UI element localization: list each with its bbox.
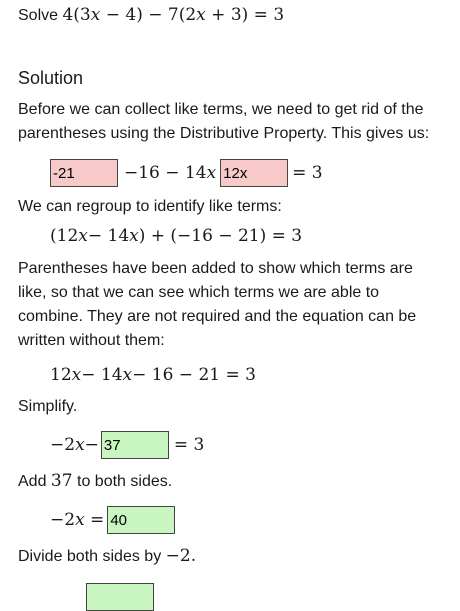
regroup-equation: (12 x − 14 x ) + (−16 − 21) = 3 <box>50 226 303 246</box>
solution-heading: Solution <box>18 68 84 88</box>
solution-page <box>0 3 460 569</box>
simplify-text: Simplify. <box>18 398 78 415</box>
add-instruction: Add 37 to both sides. <box>18 471 173 491</box>
plain-equation: 12 x − 14 x − 16 − 21 = 3 <box>50 365 256 385</box>
intro-text: Before we can collect like terms, we need to get rid of the parentheses using the Distributive Property. This gives us: <box>18 101 430 142</box>
step1-answer-input-2[interactable] <box>220 159 288 187</box>
step2-rhs: = 3 <box>173 435 205 455</box>
problem-prefix: Solve <box>18 7 59 24</box>
problem-equation: 4(3x − 4) − 7(2x + 3) = 3 <box>62 5 285 25</box>
step1-equation <box>18 155 442 191</box>
step3-lhs: −2x = <box>50 510 105 530</box>
parentheses-explanation: Parentheses have been added to show which terms are like, so that we can see which terms we are able to combine. They are not required and the equation can be written without them: <box>18 260 417 349</box>
regroup-text: We can regroup to identify like terms: <box>18 198 282 215</box>
step1-answer-input-1[interactable] <box>50 159 118 187</box>
problem-statement <box>18 3 442 28</box>
step4-answer-input[interactable] <box>86 583 154 611</box>
step2-answer-input[interactable] <box>101 431 169 459</box>
step3-equation <box>18 502 442 538</box>
step2-lhs: −2x− <box>50 435 99 455</box>
step2-equation <box>18 427 442 463</box>
step3-answer-input[interactable] <box>107 506 175 534</box>
divide-instruction: Divide both sides by −2. <box>18 546 197 566</box>
step1-middle-expression: −16 − 14x <box>124 163 217 183</box>
step1-rhs: = 3 <box>292 163 323 183</box>
